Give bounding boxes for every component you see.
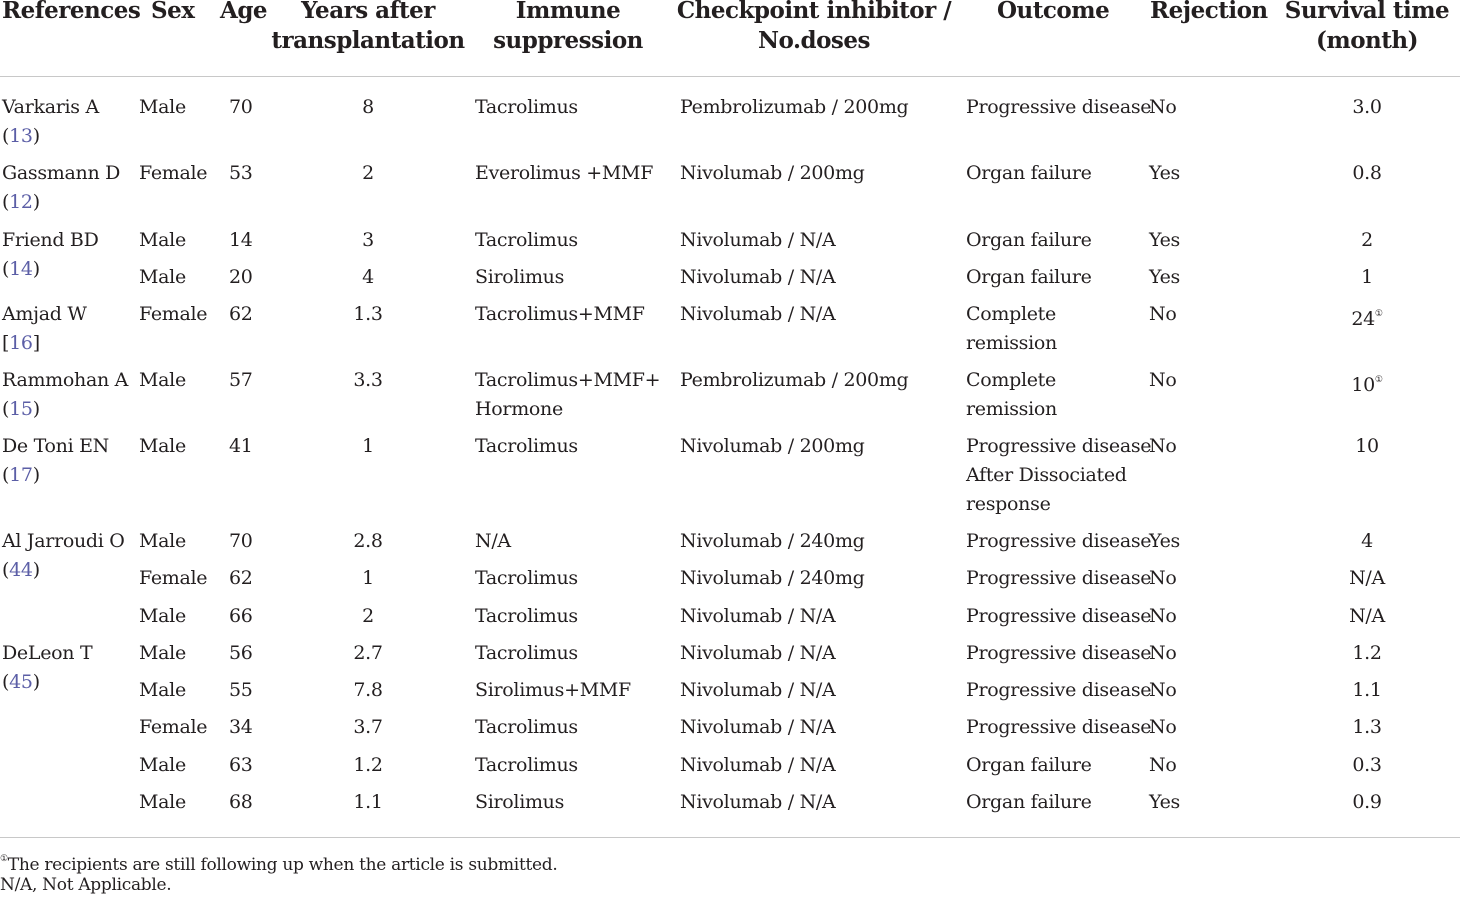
citation: (13) <box>2 125 40 147</box>
cell-checkpoint-inhibitor: Nivolumab / N/A <box>680 791 836 813</box>
cell-rejection: No <box>1149 605 1177 627</box>
citation: (14) <box>2 258 40 280</box>
cell-immune-suppression: Everolimus +MMF <box>475 162 654 184</box>
cell-reference: DeLeon T (45) <box>2 639 92 697</box>
citation-link[interactable]: 13 <box>9 125 33 147</box>
cell-survival-time: N/A <box>1349 567 1385 589</box>
cell-immune-suppression: Tacrolimus <box>475 96 578 118</box>
cell-age: 56 <box>229 642 253 664</box>
cell-years-after: 1.1 <box>353 791 383 813</box>
cell-years-after: 2.7 <box>353 642 383 664</box>
citation-link[interactable]: 16 <box>9 332 33 354</box>
cell-years-after: 3 <box>362 229 374 251</box>
citation-link[interactable]: 44 <box>9 559 33 581</box>
cell-immune-suppression: Sirolimus <box>475 266 565 288</box>
citation-link[interactable]: 17 <box>9 464 33 486</box>
cell-reference: Gassmann D (12) <box>2 159 120 217</box>
header-age: Age <box>220 0 268 24</box>
footnote-mark: ① <box>0 854 8 864</box>
cell-sex: Male <box>139 96 186 118</box>
cell-checkpoint-inhibitor: Nivolumab / 240mg <box>680 530 865 552</box>
cell-outcome: Progressive disease After Dissociated response <box>966 435 1152 515</box>
cell-age: 62 <box>229 303 253 325</box>
cell-reference: Varkaris A (13) <box>2 93 99 151</box>
cell-years-after: 2.8 <box>353 530 383 552</box>
cell-sex: Female <box>139 303 208 325</box>
cell-age: 70 <box>229 530 253 552</box>
cell-sex: Male <box>139 605 186 627</box>
header-rule <box>0 76 1460 77</box>
cell-checkpoint-inhibitor: Nivolumab / N/A <box>680 716 836 738</box>
citation: (44) <box>2 559 40 581</box>
cell-sex: Male <box>139 791 186 813</box>
cell-age: 55 <box>229 679 253 701</box>
cell-outcome: Organ failure <box>966 754 1092 776</box>
cell-rejection: No <box>1149 303 1177 325</box>
cell-outcome: Progressive disease <box>966 679 1152 701</box>
cell-rejection: No <box>1149 567 1177 589</box>
header-immune-suppression: Immune suppression <box>493 0 643 54</box>
cell-sex: Male <box>139 642 186 664</box>
cell-checkpoint-inhibitor: Pembrolizumab / 200mg <box>680 369 909 391</box>
cell-rejection: No <box>1149 435 1177 457</box>
header-sex: Sex <box>151 0 195 24</box>
cell-survival-time: 1 <box>1361 266 1373 288</box>
cell-rejection: Yes <box>1149 530 1180 552</box>
citation-link[interactable]: 12 <box>9 191 33 213</box>
cell-outcome: Progressive disease <box>966 642 1152 664</box>
cell-immune-suppression: Tacrolimus <box>475 716 578 738</box>
cell-age: 62 <box>229 567 253 589</box>
cell-survival-time: 2 <box>1361 229 1373 251</box>
citation-link[interactable]: 45 <box>9 671 33 693</box>
citation: (45) <box>2 671 40 693</box>
cell-age: 63 <box>229 754 253 776</box>
table-header <box>0 0 1460 76</box>
cell-survival-time: 24① <box>1351 308 1383 330</box>
header-checkpoint-inhibitor: Checkpoint inhibitor / No.doses <box>676 0 952 54</box>
cell-years-after: 8 <box>362 96 374 118</box>
cell-outcome: Progressive disease <box>966 567 1152 589</box>
cell-sex: Male <box>139 530 186 552</box>
citation: (17) <box>2 464 40 486</box>
cell-years-after: 3.7 <box>353 716 383 738</box>
cell-sex: Male <box>139 435 186 457</box>
cell-outcome: Complete remission <box>966 369 1057 420</box>
cell-immune-suppression: N/A <box>475 530 511 552</box>
cell-years-after: 1 <box>362 435 374 457</box>
cell-reference: Friend BD (14) <box>2 226 99 284</box>
cell-outcome: Organ failure <box>966 791 1092 813</box>
footer-rule <box>0 837 1460 838</box>
survival-footnote-mark: ① <box>1374 309 1383 319</box>
cell-years-after: 4 <box>362 266 374 288</box>
cell-reference: Rammohan A (15) <box>2 366 128 424</box>
cell-age: 41 <box>229 435 253 457</box>
cell-years-after: 1.2 <box>353 754 383 776</box>
cell-age: 66 <box>229 605 253 627</box>
cell-outcome: Organ failure <box>966 229 1092 251</box>
cell-rejection: No <box>1149 754 1177 776</box>
cell-age: 57 <box>229 369 253 391</box>
cell-immune-suppression: Tacrolimus <box>475 754 578 776</box>
cell-rejection: No <box>1149 716 1177 738</box>
cell-rejection: No <box>1149 642 1177 664</box>
cell-age: 53 <box>229 162 253 184</box>
header-rejection: Rejection <box>1150 0 1268 24</box>
citation-link[interactable]: 14 <box>9 258 33 280</box>
cell-outcome: Complete remission <box>966 303 1057 354</box>
cell-years-after: 2 <box>362 605 374 627</box>
cell-outcome: Progressive disease <box>966 530 1152 552</box>
cell-rejection: Yes <box>1149 791 1180 813</box>
cell-survival-time: 1.2 <box>1352 642 1382 664</box>
cell-survival-time: 4 <box>1361 530 1373 552</box>
citation-link[interactable]: 15 <box>9 398 33 420</box>
cell-outcome: Progressive disease <box>966 716 1152 738</box>
header-survival-time: Survival time (month) <box>1284 0 1450 54</box>
cell-years-after: 3.3 <box>353 369 383 391</box>
cell-immune-suppression: Tacrolimus+MMF+ Hormone <box>475 369 661 420</box>
cell-rejection: Yes <box>1149 162 1180 184</box>
cell-immune-suppression: Sirolimus <box>475 791 565 813</box>
cell-survival-time: 0.3 <box>1352 754 1382 776</box>
cell-sex: Male <box>139 369 186 391</box>
cell-checkpoint-inhibitor: Nivolumab / 200mg <box>680 162 865 184</box>
cell-rejection: Yes <box>1149 229 1180 251</box>
cell-sex: Male <box>139 754 186 776</box>
cell-years-after: 2 <box>362 162 374 184</box>
cell-immune-suppression: Tacrolimus <box>475 605 578 627</box>
cell-age: 68 <box>229 791 253 813</box>
cell-checkpoint-inhibitor: Nivolumab / N/A <box>680 642 836 664</box>
cell-immune-suppression: Tacrolimus <box>475 435 578 457</box>
cell-years-after: 1 <box>362 567 374 589</box>
cell-checkpoint-inhibitor: Nivolumab / N/A <box>680 303 836 325</box>
cell-years-after: 1.3 <box>353 303 383 325</box>
footnote-1: ①The recipients are still following up when the article is submitted. <box>0 854 558 875</box>
cell-survival-time: 1.3 <box>1352 716 1382 738</box>
cell-sex: Male <box>139 679 186 701</box>
cell-immune-suppression: Tacrolimus <box>475 567 578 589</box>
cell-rejection: No <box>1149 369 1177 391</box>
cell-checkpoint-inhibitor: Nivolumab / N/A <box>680 266 836 288</box>
citation: [16] <box>2 332 40 354</box>
cell-age: 34 <box>229 716 253 738</box>
header-references: References <box>2 0 141 24</box>
citation: (15) <box>2 398 40 420</box>
cell-checkpoint-inhibitor: Nivolumab / N/A <box>680 679 836 701</box>
cell-checkpoint-inhibitor: Nivolumab / N/A <box>680 229 836 251</box>
cell-survival-time: 3.0 <box>1352 96 1382 118</box>
cell-checkpoint-inhibitor: Nivolumab / 200mg <box>680 435 865 457</box>
cell-checkpoint-inhibitor: Nivolumab / 240mg <box>680 567 865 589</box>
cell-sex: Female <box>139 716 208 738</box>
cell-rejection: No <box>1149 96 1177 118</box>
header-outcome: Outcome <box>997 0 1110 24</box>
citation: (12) <box>2 191 40 213</box>
cell-immune-suppression: Sirolimus+MMF <box>475 679 631 701</box>
cell-outcome: Organ failure <box>966 266 1092 288</box>
cell-outcome: Organ failure <box>966 162 1092 184</box>
cell-survival-time: 10① <box>1351 374 1383 396</box>
cell-immune-suppression: Tacrolimus+MMF <box>475 303 645 325</box>
cell-outcome: Progressive disease <box>966 605 1152 627</box>
cell-survival-time: 0.9 <box>1352 791 1382 813</box>
cell-years-after: 7.8 <box>353 679 383 701</box>
footnote-2: N/A, Not Applicable. <box>0 875 172 895</box>
cell-sex: Male <box>139 266 186 288</box>
cell-sex: Female <box>139 567 208 589</box>
cell-checkpoint-inhibitor: Pembrolizumab / 200mg <box>680 96 909 118</box>
cell-reference: De Toni EN (17) <box>2 432 109 490</box>
cell-age: 20 <box>229 266 253 288</box>
cell-reference: Al Jarroudi O (44) <box>2 527 125 585</box>
cell-reference: Amjad W [16] <box>2 300 87 358</box>
cell-age: 70 <box>229 96 253 118</box>
cell-rejection: Yes <box>1149 266 1180 288</box>
cell-rejection: No <box>1149 679 1177 701</box>
cell-immune-suppression: Tacrolimus <box>475 642 578 664</box>
survival-footnote-mark: ① <box>1374 375 1383 385</box>
cell-survival-time: 10 <box>1355 435 1379 457</box>
cell-survival-time: 1.1 <box>1352 679 1382 701</box>
cell-survival-time: 0.8 <box>1352 162 1382 184</box>
header-years-after: Years after transplantation <box>271 0 465 54</box>
cell-checkpoint-inhibitor: Nivolumab / N/A <box>680 605 836 627</box>
cell-sex: Male <box>139 229 186 251</box>
cell-checkpoint-inhibitor: Nivolumab / N/A <box>680 754 836 776</box>
cell-outcome: Progressive disease <box>966 96 1152 118</box>
cell-sex: Female <box>139 162 208 184</box>
cell-survival-time: N/A <box>1349 605 1385 627</box>
cell-age: 14 <box>229 229 253 251</box>
cell-immune-suppression: Tacrolimus <box>475 229 578 251</box>
